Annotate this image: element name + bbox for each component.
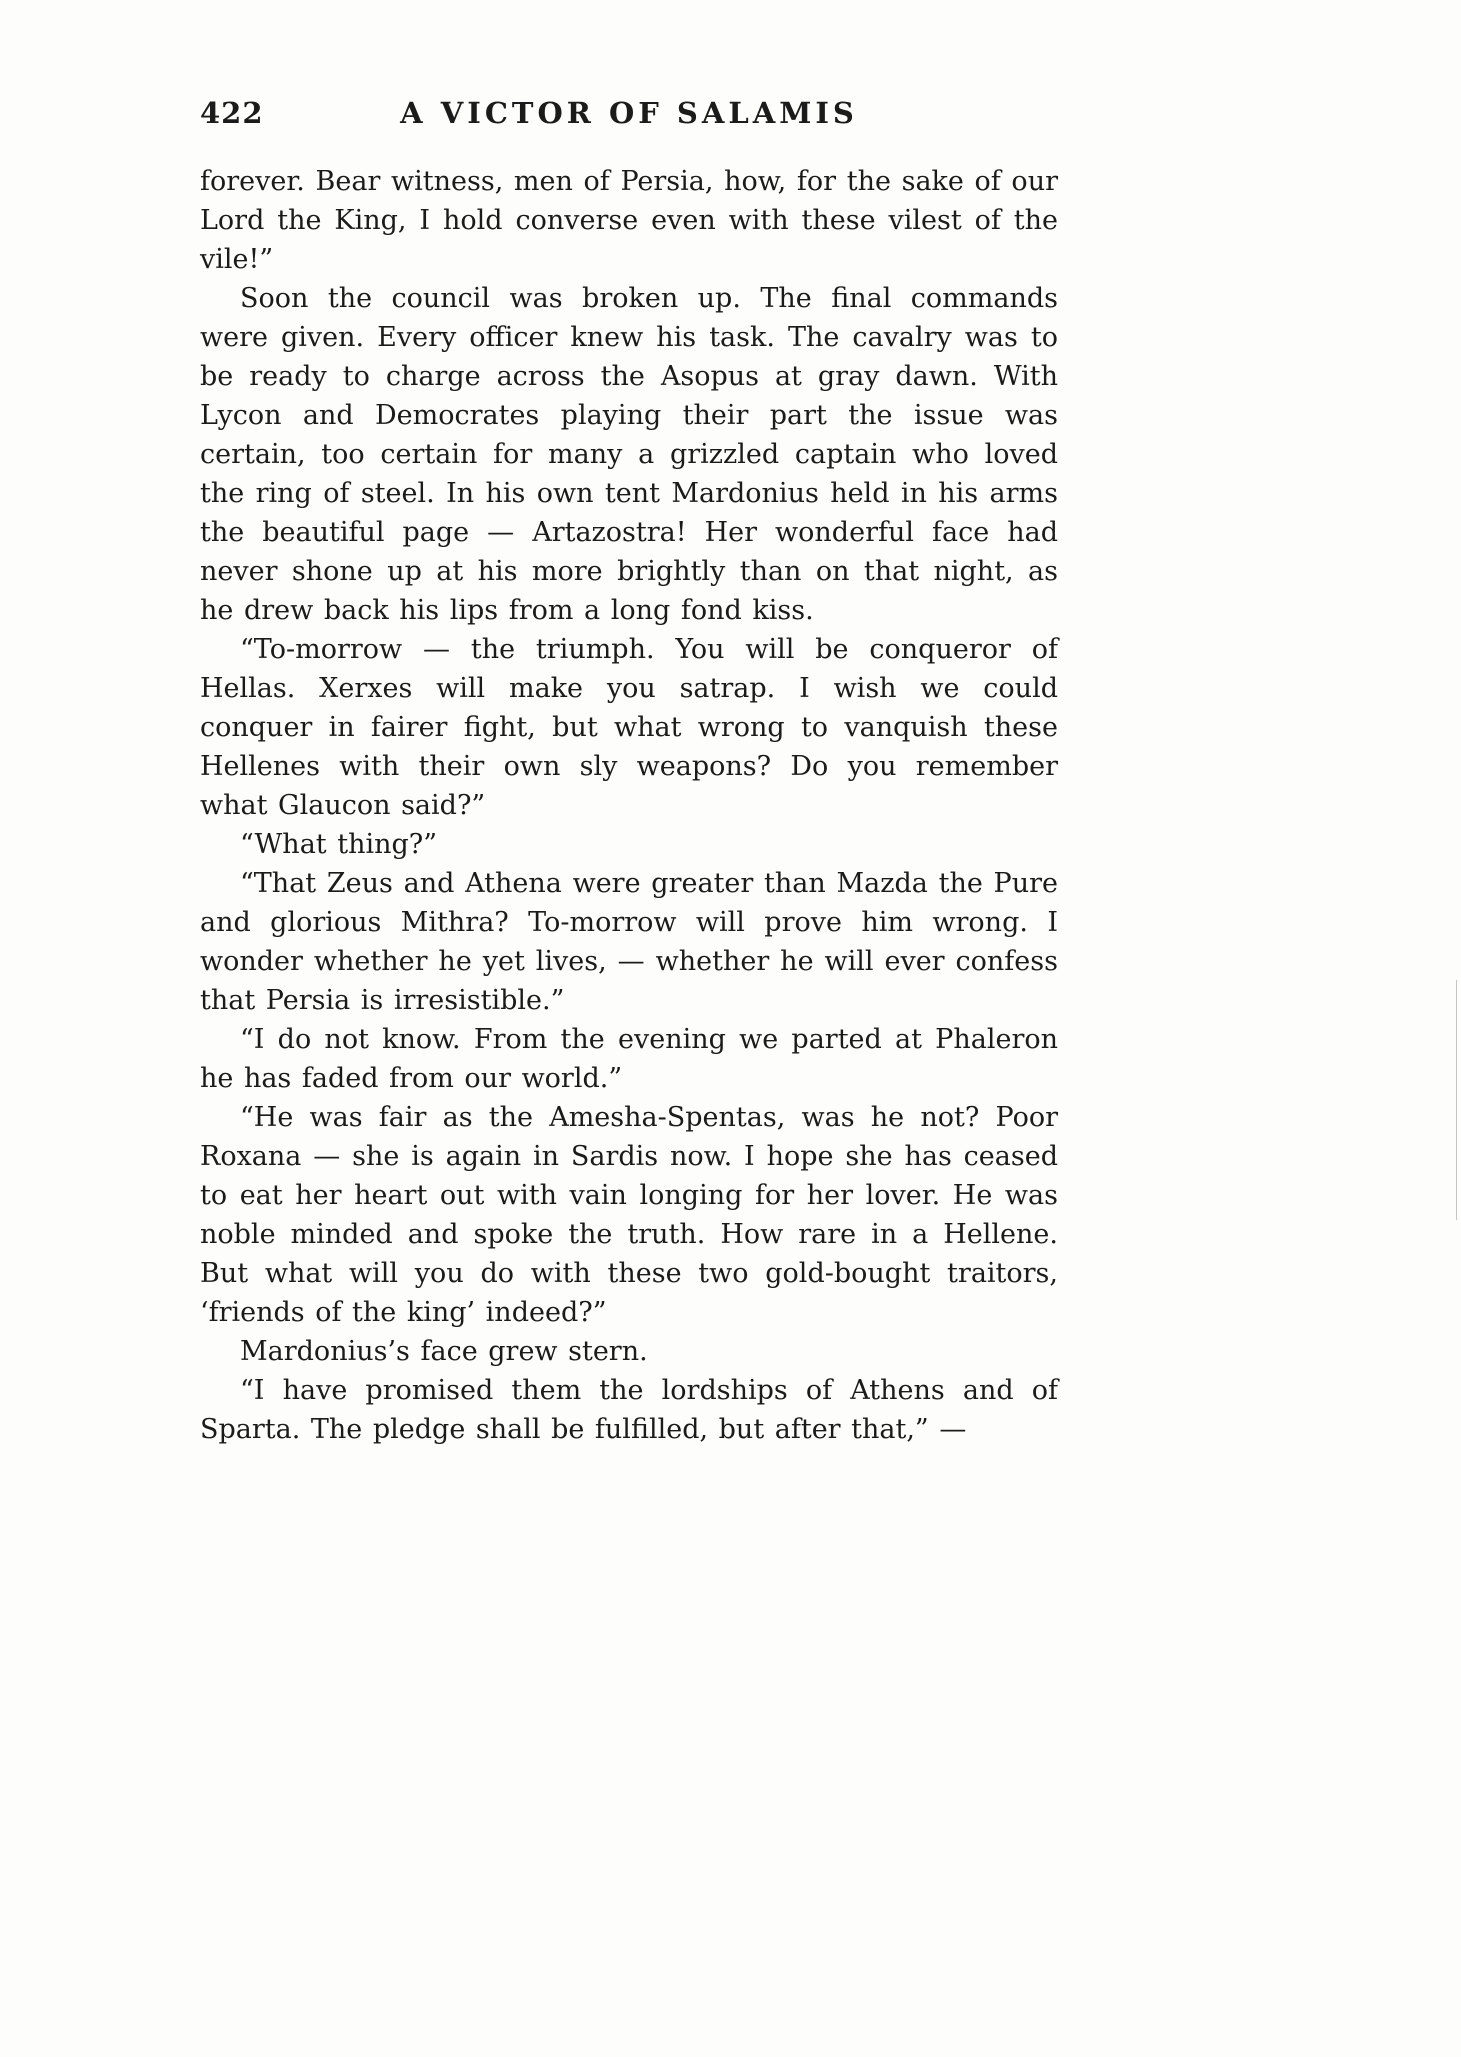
paragraph: Soon the council was broken up. The final commands were given. Every officer knew his task. The cavalry was to be ready to charge across the Asopus at gray dawn. With Lycon and Democrates playing their part the issue was certain, too certain for many a grizzled captain who loved the ring of steel. In his own tent Mardonius held in his arms the beautiful page — Artazostra! Her wonderful face had never shone up at his more brightly than on that night, as he drew back his lips from a long fond kiss. [200, 283, 1058, 626]
scan-artifact-line [1456, 980, 1457, 1220]
paragraph: forever. Bear witness, men of Persia, how, for the sake of our Lord the King, I hold converse even with these vilest of the vile!” [200, 166, 1058, 275]
paragraph: “I have promised them the lordships of Athens and of Sparta. The pledge shall be fulfilled, but after that,” — [200, 1375, 1058, 1445]
page-number: 422 [200, 96, 264, 130]
page-body [200, 162, 1058, 1449]
paragraph: “I do not know. From the evening we parted at Phaleron he has faded from our world.” [200, 1024, 1058, 1094]
page-header [200, 96, 1058, 140]
running-title: A VICTOR OF SALAMIS [400, 96, 858, 130]
page-content [200, 96, 1058, 1449]
paragraph: “To-morrow — the triumph. You will be conqueror of Hellas. Xerxes will make you satrap. I wish we could conquer in fairer fight, but what wrong to vanquish these Hellenes with their own sly weapons? Do you remember what Glaucon said?” [200, 634, 1058, 821]
paragraph: “What thing?” [240, 829, 438, 860]
paragraph: Mardonius’s face grew stern. [240, 1336, 648, 1367]
paragraph: “He was fair as the Amesha-Spentas, was he not? Poor Roxana — she is again in Sardis now. I hope she has ceased to eat her heart out with vain longing for her lover. He was noble minded and spoke the truth. How rare in a Hellene. But what will you do with these two gold-bought traitors, ‘friends of the king’ indeed?” [200, 1102, 1058, 1328]
paragraph: “That Zeus and Athena were greater than Mazda the Pure and glorious Mithra? To-morrow will prove him wrong. I wonder whether he yet lives, — whether he will ever confess that Persia is irresistible.” [200, 868, 1058, 1016]
